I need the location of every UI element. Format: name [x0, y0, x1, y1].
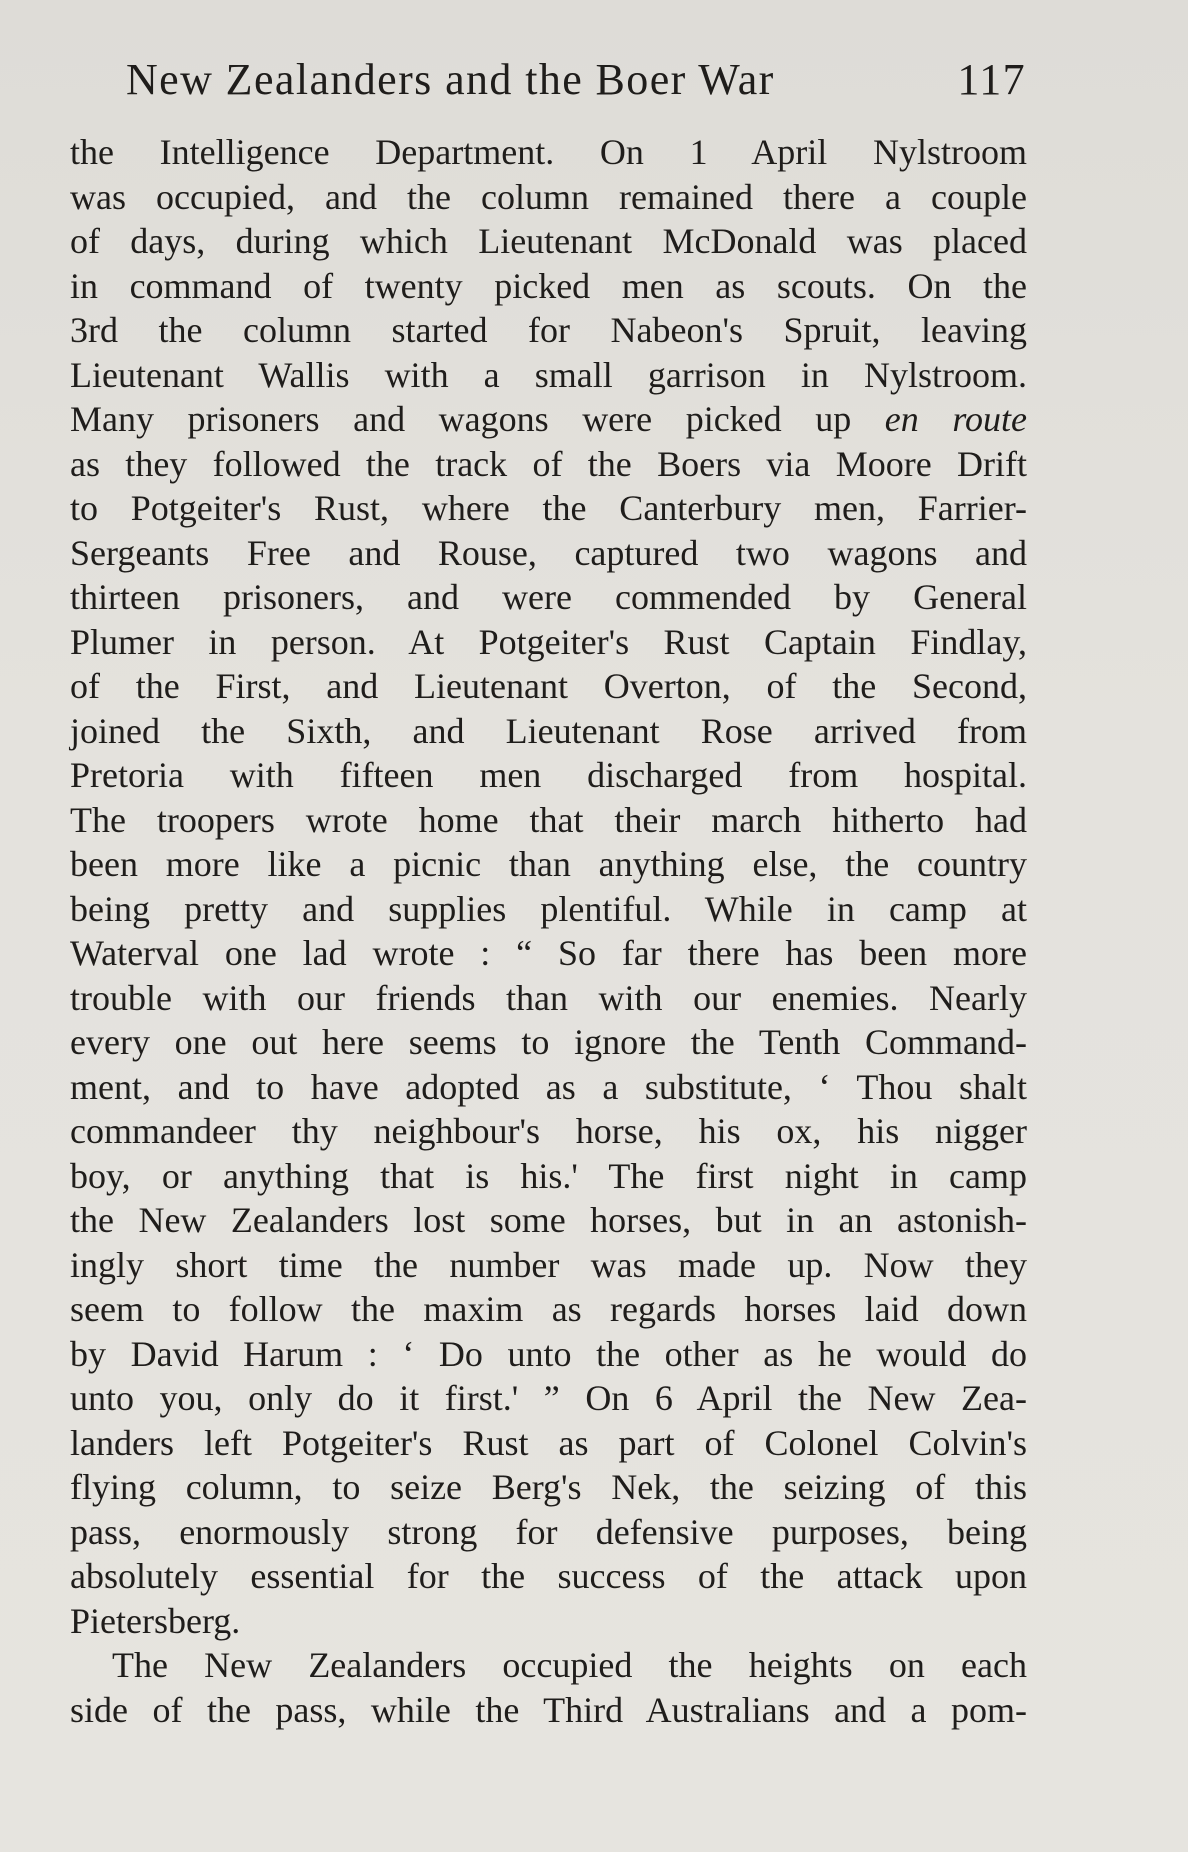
text-line: seem to follow the maxim as regards horses laid down: [70, 1289, 1027, 1329]
text-line: unto you, only do it first.' ” On 6 April the New Zea-: [70, 1378, 1027, 1418]
text-line: Lieutenant Wallis with a small garrison in Nylstroom.: [70, 354, 1027, 395]
text-line: The troopers wrote home that their march hitherto had: [70, 799, 1027, 840]
text-line: the New Zealanders lost some horses, but in an astonish-: [70, 1200, 1027, 1240]
text-line: pass, enormously strong for defensive purposes, being: [70, 1511, 1027, 1552]
running-head: [126, 50, 1026, 110]
text-line-segment: Many prisoners and wagons were picked up: [70, 399, 852, 439]
text-line: Pretoria with fifteen men discharged from hospital.: [70, 755, 1027, 795]
text-line: being pretty and supplies plentiful. While in camp at: [70, 888, 1027, 929]
text-line: side of the pass, while the Third Australians and a pom-: [70, 1689, 1027, 1730]
text-line: in command of twenty picked men as scouts. On the: [70, 265, 1027, 306]
text-line: to Potgeiter's Rust, where the Canterbury men, Farrier-: [70, 488, 1027, 528]
text-line: Sergeants Free and Rouse, captured two wagons and: [70, 532, 1027, 573]
italic-phrase: en route: [884, 399, 1027, 439]
text-line: boy, or anything that is his.' The first night in camp: [70, 1155, 1027, 1196]
text-line: as they followed the track of the Boers via Moore Drift: [70, 443, 1027, 484]
text-line: ment, and to have adopted as a substitute, ‘ Thou shalt: [70, 1066, 1027, 1107]
text-line: absolutely essential for the success of the attack upon: [70, 1556, 1027, 1596]
text-line: 3rd the column started for Nabeon's Spruit, leaving: [70, 310, 1027, 350]
text-line: by David Harum : ‘ Do unto the other as he would do: [70, 1333, 1027, 1374]
text-line: of the First, and Lieutenant Overton, of the Second,: [70, 666, 1027, 706]
text-line: flying column, to seize Berg's Nek, the seizing of this: [70, 1467, 1027, 1507]
text-line: joined the Sixth, and Lieutenant Rose arrived from: [70, 710, 1027, 751]
text-line: Waterval one lad wrote : “ So far there has been more: [70, 933, 1027, 973]
page-number: 117: [957, 55, 1026, 104]
text-line: trouble with our friends than with our enemies. Nearly: [70, 977, 1027, 1018]
text-line: Plumer in person. At Potgeiter's Rust Captain Findlay,: [70, 621, 1027, 662]
text-line-with-italic: [70, 397, 1027, 442]
text-line: was occupied, and the column remained there a couple: [70, 176, 1027, 217]
text-line: the Intelligence Department. On 1 April Nylstroom: [70, 132, 1027, 172]
text-line: every one out here seems to ignore the Tenth Command-: [70, 1022, 1027, 1062]
text-line: commandeer thy neighbour's horse, his ox, his nigger: [70, 1111, 1027, 1151]
text-line: been more like a picnic than anything else, the country: [70, 844, 1027, 884]
text-line: landers left Potgeiter's Rust as part of Colonel Colvin's: [70, 1422, 1027, 1463]
body-text: [70, 130, 1027, 1732]
text-line: thirteen prisoners, and were commended by General: [70, 577, 1027, 617]
running-title: New Zealanders and the Boer War: [126, 55, 775, 104]
paragraph-start-line: The New Zealanders occupied the heights on each: [112, 1645, 1027, 1685]
text-line: of days, during which Lieutenant McDonald was placed: [70, 221, 1027, 261]
text-line: ingly short time the number was made up. Now they: [70, 1244, 1027, 1285]
paragraph-end-line: Pietersberg.: [70, 1600, 241, 1641]
